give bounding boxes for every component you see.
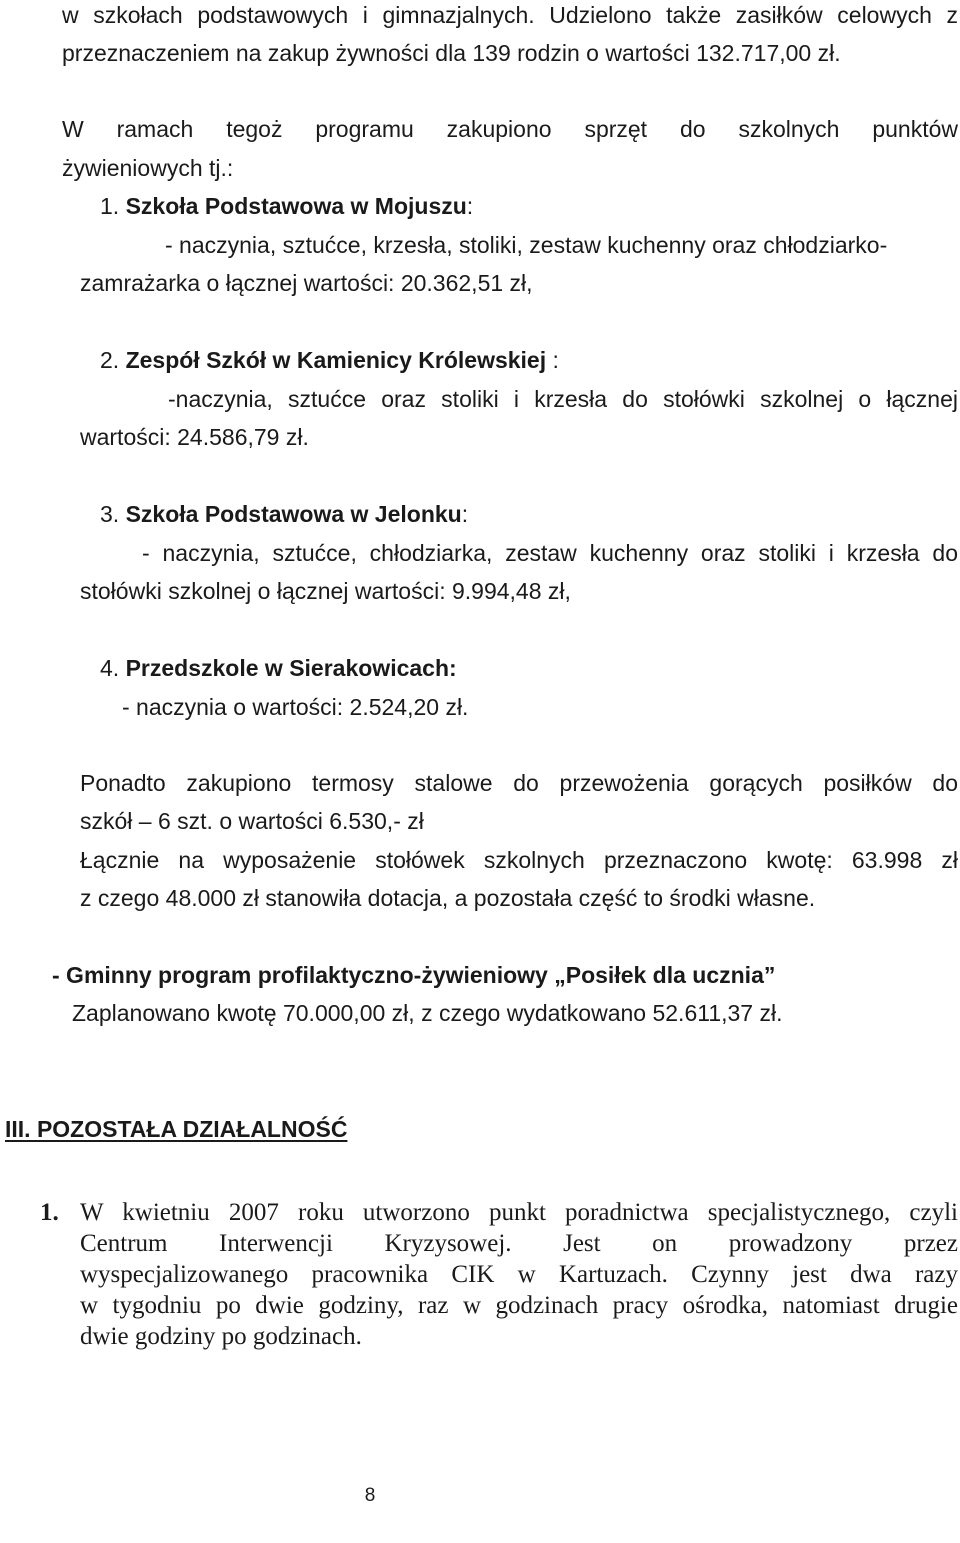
section-line-1: W kwietniu 2007 roku utworzono punkt poradnictwa specjalistycznego, czyli [80, 1199, 958, 1226]
school-1-number: 1. [100, 193, 120, 219]
school-4-heading [100, 653, 457, 683]
school-3-desc-2: stołówki szkolnej o łącznej wartości: 9.994,48 zł, [80, 578, 571, 604]
school-3-heading [100, 499, 468, 529]
summary-line-4: z czego 48.000 zł stanowiła dotacja, a pozostała część to środki własne. [80, 885, 816, 911]
program-text: Zaplanowano kwotę 70.000,00 zł, z czego wydatkowano 52.611,37 zł. [72, 1000, 783, 1026]
school-2-name: Zespół Szkół w Kamienicy Królewskiej [125, 347, 547, 373]
school-3-suffix: : [461, 501, 469, 527]
section-line-4: w tygodniu po dwie godziny, raz w godzinach pracy ośrodka, natomiast drugie [80, 1292, 958, 1319]
school-3-name: Szkoła Podstawowa w Jelonku [125, 501, 462, 527]
school-2-desc-1: -naczynia, sztućce oraz stoliki i krzesła do stołówki szkolnej o łącznej [168, 386, 958, 412]
school-4-number: 4. [100, 655, 120, 681]
summary-line-1: Ponadto zakupiono termosy stalowe do przewożenia gorących posiłków do [80, 770, 958, 796]
intro-line-3: W ramach tegoż programu zakupiono sprzęt do szkolnych punktów [62, 116, 958, 142]
intro-line-4: żywieniowych tj.: [62, 155, 234, 181]
intro-line-1: w szkołach podstawowych i gimnazjalnych. Udzielono także zasiłków celowych z [62, 2, 958, 28]
school-4-desc-1: - naczynia o wartości: 2.524,20 zł. [122, 694, 469, 720]
school-1-desc-1: - naczynia, sztućce, krzesła, stoliki, zestaw kuchenny oraz chłodziarko- [165, 232, 888, 258]
school-2-heading [100, 345, 559, 375]
program-title: - Gminny program profilaktyczno-żywieniowy „Posiłek dla ucznia” [52, 962, 776, 988]
school-1-suffix: : [466, 193, 474, 219]
school-2-desc-2: wartości: 24.586,79 zł. [80, 424, 309, 450]
page-number: 8 [364, 1485, 376, 1506]
school-4-name: Przedszkole w Sierakowicach: [125, 655, 457, 681]
school-3-number: 3. [100, 501, 120, 527]
summary-line-3: Łącznie na wyposażenie stołówek szkolnych przeznaczono kwotę: 63.998 zł [80, 847, 958, 873]
school-1-desc-2: zamrażarka o łącznej wartości: 20.362,51 zł, [80, 270, 533, 296]
intro-line-2: przeznaczeniem na zakup żywności dla 139 rodzin o wartości 132.717,00 zł. [62, 40, 841, 66]
section-line-3: wyspecjalizowanego pracownika CIK w Kartuzach. Czynny jest dwa razy [80, 1261, 958, 1288]
section-item-number: 1. [40, 1199, 59, 1226]
school-3-desc-1: - naczynia, sztućce, chłodziarka, zestaw kuchenny oraz stoliki i krzesła do [142, 540, 958, 566]
section-line-2: Centrum Interwencji Kryzysowej. Jest on prowadzony przez [80, 1230, 958, 1257]
section-heading: III. POZOSTAŁA DZIAŁALNOŚĆ [5, 1116, 348, 1142]
school-2-suffix: : [546, 347, 559, 373]
school-1-heading [100, 191, 473, 221]
summary-line-2: szkół – 6 szt. o wartości 6.530,- zł [80, 808, 424, 834]
school-2-number: 2. [100, 347, 120, 373]
section-line-5: dwie godziny po godzinach. [80, 1323, 362, 1350]
school-1-name: Szkoła Podstawowa w Mojuszu [125, 193, 467, 219]
